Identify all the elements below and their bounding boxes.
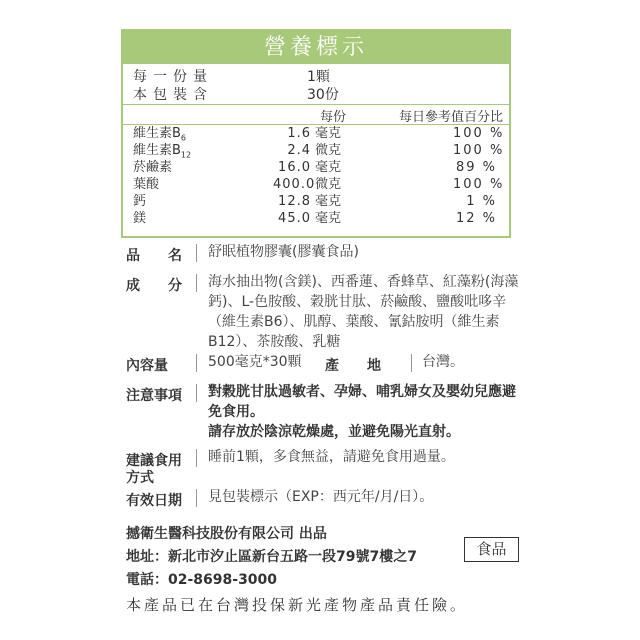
- nutrient-amount: 45.0: [278, 211, 311, 226]
- nutrient-unit: 微克: [315, 177, 342, 192]
- nutrient-row: [133, 160, 503, 175]
- origin-value: 台灣。: [422, 354, 464, 370]
- nutrient-name: 鈣: [133, 194, 147, 209]
- nutrient-row: [133, 177, 503, 192]
- company-name: 撼衛生醫科技股份有限公司 出品: [126, 526, 327, 542]
- company-phone: 電話：02-8698-3000: [126, 572, 278, 588]
- content-label: 內容量: [126, 358, 168, 374]
- serving-size-value: 1顆: [307, 69, 330, 85]
- per-serving-header: 每份: [320, 110, 347, 125]
- storage-value: 請存放於陰涼乾燥處，並避免陽光直射。: [208, 424, 460, 440]
- nutrition-label: [121, 29, 511, 238]
- divider: [123, 124, 509, 125]
- usage-label: 建議食用: [126, 453, 182, 469]
- divider: [123, 104, 509, 105]
- nutrient-unit: 毫克: [315, 126, 342, 141]
- separator: [196, 274, 197, 292]
- nutrient-percent: 100 %: [453, 177, 505, 192]
- serving-size-label: 每一份量: [133, 69, 213, 85]
- servings-label: 本包裝含: [133, 87, 213, 103]
- nutrient-percent: 89 %: [455, 160, 497, 175]
- ingredients-label: 成 分: [126, 278, 182, 294]
- caution-value: 對穀胱甘肽過敏者、孕婦、哺乳婦女及嬰幼兒應避免食用。: [208, 384, 516, 420]
- nutrient-amount: 400.0: [273, 177, 316, 192]
- name-label: 品 名: [126, 248, 182, 264]
- nutrient-row: [133, 194, 503, 209]
- nutrient-name: 鎂: [133, 211, 147, 226]
- nutrient-name: 菸鹼素: [133, 160, 173, 175]
- nutrient-amount: 16.0: [278, 160, 311, 175]
- nutrient-unit: 毫克: [315, 211, 342, 226]
- origin-label: 產 地: [325, 358, 381, 374]
- nutrient-amount: 2.4: [287, 143, 311, 158]
- daily-value-header: 每日參考值百分比: [399, 110, 504, 125]
- separator: [196, 354, 197, 372]
- name-value: 舒眠植物膠囊(膠囊食品): [208, 244, 359, 260]
- separator: [196, 384, 197, 402]
- insurance-notice: 本產品已在台灣投保新光產物產品責任險。: [126, 596, 469, 614]
- servings-value: 30份: [307, 87, 339, 103]
- nutrient-name: 維生素$B_{12}$: [133, 143, 192, 160]
- food-badge: 食品: [464, 537, 519, 562]
- nutrient-row: [133, 126, 503, 141]
- ingredients-value: 海水抽出物(含鎂)、西番蓮、香蜂草、紅藻粉(海藻鈣)、L-色胺酸、穀胱甘肽、菸鹼酸、鹽酸吡哆辛（維生素B6）、肌醇、葉酸、氰鈷胺明（維生素B12）、茶胺酸、乳糖: [208, 274, 519, 350]
- nutrient-row: [133, 143, 503, 158]
- content-value: 500毫克*30顆: [208, 354, 302, 370]
- expiry-label: 有效日期: [126, 493, 182, 509]
- nutrient-name: 維生素$B_6$: [133, 126, 187, 143]
- separator: [196, 449, 197, 467]
- expiry-value: 見包裝標示（EXP：西元年/月/日）。: [208, 489, 434, 505]
- company-address: 地址：新北市汐止區新台五路一段79號7樓之7: [126, 549, 417, 565]
- nutrient-amount: 12.8: [278, 194, 311, 209]
- nutrient-unit: 微克: [315, 143, 342, 158]
- separator: [411, 354, 412, 372]
- nutrition-title: 營養標示: [123, 31, 509, 64]
- separator: [196, 244, 197, 262]
- caution-label: 注意事項: [126, 388, 182, 404]
- nutrient-percent: 100 %: [453, 126, 505, 141]
- nutrient-row: [133, 211, 503, 226]
- nutrient-amount: 1.6: [287, 126, 311, 141]
- nutrient-name: 葉酸: [133, 177, 160, 192]
- separator: [196, 489, 197, 507]
- usage-value: 睡前1顆，多食無益，請避免食用過量。: [208, 449, 455, 465]
- nutrient-unit: 毫克: [315, 194, 342, 209]
- nutrient-percent: 12 %: [455, 211, 497, 226]
- usage-label-line2: 方式: [126, 470, 154, 486]
- nutrient-unit: 毫克: [315, 160, 342, 175]
- nutrient-percent: 100 %: [453, 143, 505, 158]
- nutrient-percent: 1 %: [466, 194, 497, 209]
